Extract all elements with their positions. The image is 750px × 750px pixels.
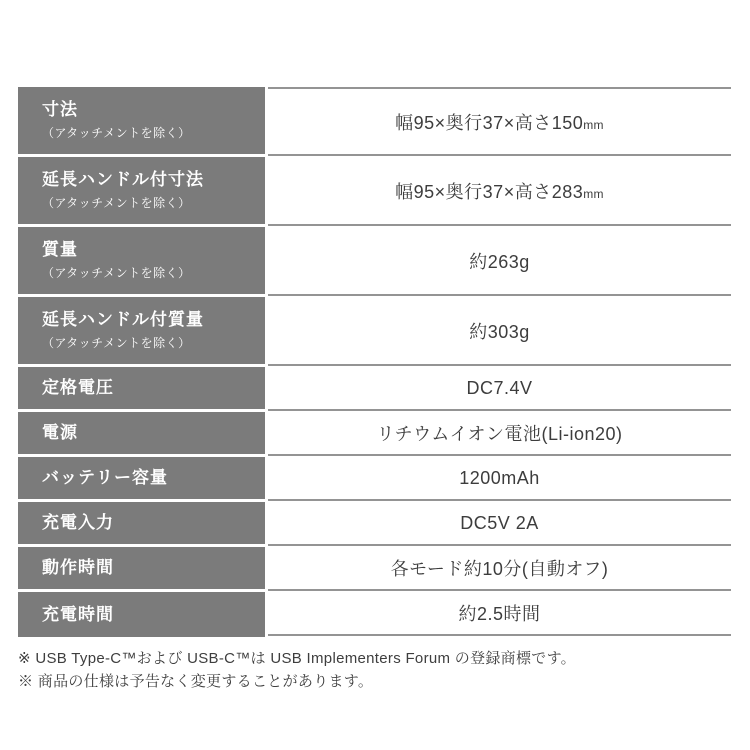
- spec-value-cell: [268, 297, 731, 366]
- spec-value: [460, 513, 539, 534]
- spec-label-cell: [18, 412, 265, 457]
- spec-label: 動作時間: [42, 558, 114, 578]
- spec-value-main: 1200mAh: [459, 467, 540, 488]
- table-row: [18, 297, 731, 367]
- spec-label: 寸法: [42, 100, 78, 120]
- spec-value-main: DC5V 2A: [460, 512, 539, 533]
- spec-value: [395, 178, 604, 204]
- spec-value-cell: [268, 412, 731, 456]
- spec-table: [18, 87, 731, 637]
- spec-sublabel: （アタッチメントを除く）: [42, 265, 191, 280]
- spec-value-cell: [268, 547, 731, 591]
- spec-section: [18, 87, 731, 637]
- spec-value-main: リチウムイオン電池(Li-ion20): [376, 424, 623, 444]
- spec-value-unit: mm: [583, 117, 604, 132]
- spec-value-cell: [268, 157, 731, 226]
- spec-label: 延長ハンドル付寸法: [42, 170, 204, 190]
- table-row: [18, 367, 731, 412]
- spec-value: [395, 109, 604, 135]
- spec-sublabel: （アタッチメントを除く）: [42, 335, 191, 350]
- spec-value-main: 約263g: [469, 251, 530, 272]
- spec-label: バッテリー容量: [42, 468, 168, 488]
- table-row: [18, 87, 731, 157]
- spec-label: 充電入力: [42, 513, 114, 533]
- spec-label: 電源: [42, 423, 78, 443]
- spec-label-cell: [18, 457, 265, 502]
- spec-label: 充電時間: [42, 604, 114, 624]
- spec-value: [458, 600, 540, 626]
- spec-value: [376, 420, 622, 446]
- spec-value: [391, 555, 609, 581]
- spec-value-main: 約303g: [469, 321, 530, 342]
- spec-value-cell: [268, 457, 731, 501]
- spec-value-cell: [268, 87, 731, 156]
- footnotes: [18, 647, 731, 693]
- spec-value-main: DC7.4V: [466, 377, 533, 398]
- spec-value: [466, 378, 532, 399]
- table-row: [18, 227, 731, 297]
- spec-value-main: 約2.5時間: [458, 604, 541, 624]
- spec-value: [469, 248, 530, 274]
- table-row: [18, 457, 731, 502]
- spec-label-cell: [18, 87, 265, 157]
- spec-value-cell: [268, 502, 731, 546]
- spec-sublabel: （アタッチメントを除く）: [42, 195, 191, 210]
- footnote-spec-change: ※ 商品の仕様は予告なく変更することがあります。: [18, 673, 374, 690]
- spec-label: 定格電圧: [42, 378, 114, 398]
- spec-value: [469, 318, 530, 344]
- footnote-trademark: ※ USB Type-C™および USB-C™は USB Implementers Forum の登録商標です。: [18, 650, 576, 667]
- table-row: [18, 547, 731, 592]
- spec-value-main: 幅95×奥行37×高さ283: [395, 181, 584, 202]
- spec-value-main: 幅95×奥行37×高さ150: [395, 112, 584, 133]
- table-row: [18, 412, 731, 457]
- table-row: [18, 592, 731, 637]
- spec-value-cell: [268, 227, 731, 296]
- spec-label: 質量: [42, 240, 78, 260]
- spec-label-cell: [18, 227, 265, 297]
- spec-value-cell: [268, 367, 731, 411]
- table-row: [18, 157, 731, 227]
- spec-label-cell: [18, 592, 265, 637]
- spec-label-cell: [18, 157, 265, 227]
- spec-value-unit: mm: [583, 186, 604, 201]
- spec-label-cell: [18, 502, 265, 547]
- spec-value: [459, 468, 540, 489]
- table-row: [18, 502, 731, 547]
- spec-sublabel: （アタッチメントを除く）: [42, 125, 191, 140]
- spec-label-cell: [18, 547, 265, 592]
- spec-value-cell: [268, 592, 731, 636]
- spec-value-main: 各モード約10分(自動オフ): [390, 559, 609, 579]
- spec-label-cell: [18, 297, 265, 367]
- spec-label: 延長ハンドル付質量: [42, 310, 204, 330]
- spec-label-cell: [18, 367, 265, 412]
